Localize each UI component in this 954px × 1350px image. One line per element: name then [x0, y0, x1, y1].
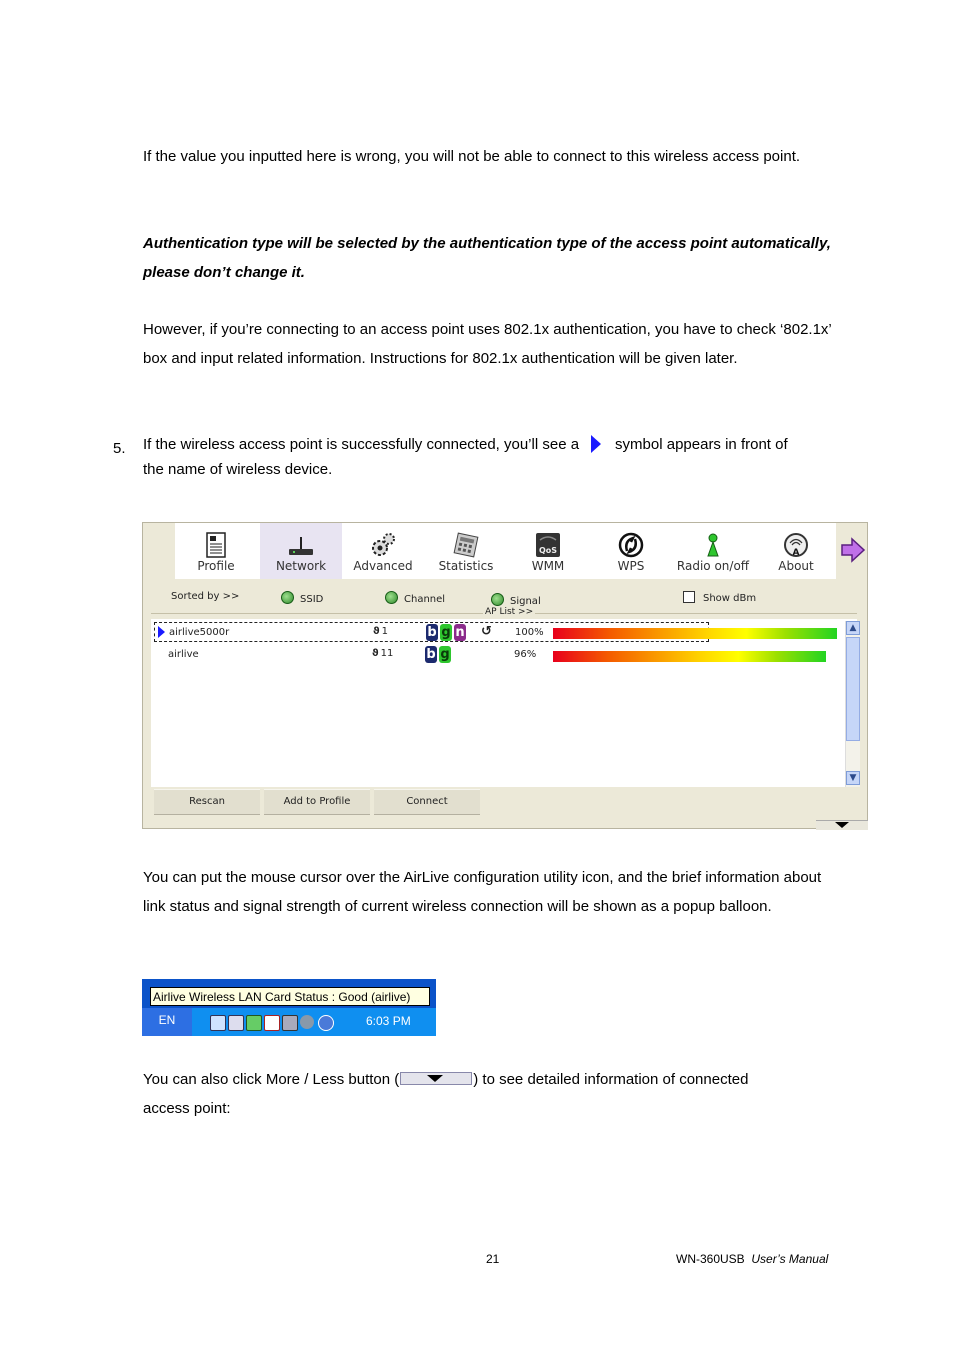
sort-ssid-option[interactable]: [281, 591, 323, 605]
ap-channel: [372, 648, 393, 659]
show-dbm-label: Show dBm: [703, 593, 757, 604]
page-number: 21: [486, 1252, 500, 1266]
ap-ssid: airlive5000r: [169, 627, 230, 638]
wps-icon: [618, 531, 644, 559]
mode-g-icon: g: [440, 647, 450, 662]
radio-dot-icon: [491, 593, 504, 606]
ap-list: [151, 619, 857, 787]
scroll-thumb[interactable]: [846, 637, 860, 741]
a-circle-icon[interactable]: [318, 1015, 334, 1031]
add-to-profile-button[interactable]: Add to Profile: [264, 789, 370, 815]
ap-signal-percent: 96%: [514, 649, 537, 660]
radio-dot-icon: [281, 591, 294, 604]
tab-statistics-label: Statistics: [438, 559, 494, 573]
more-less-button[interactable]: [816, 820, 868, 830]
tab-profile-label: Profile: [197, 559, 235, 573]
connected-triangle-icon: [158, 626, 165, 638]
sorted-by-label: Sorted by >>: [171, 591, 240, 602]
item5-text-before: If the wireless access point is successfully connected, you’ll see a: [143, 436, 580, 453]
signal-bar: [553, 628, 837, 639]
radio-icon: [700, 531, 726, 559]
antenna-icon: ϑ: [373, 626, 380, 637]
tab-about[interactable]: [755, 523, 837, 579]
sort-channel-label: Channel: [404, 594, 446, 605]
sort-channel-option[interactable]: [385, 591, 445, 605]
scroll-down-icon[interactable]: ▼: [846, 771, 860, 785]
mode-b-icon: b: [426, 647, 436, 662]
airlive-tray-icon[interactable]: [264, 1015, 280, 1031]
tab-wmm-label: WMM: [531, 559, 565, 573]
sort-signal-label: Signal: [510, 596, 541, 607]
mode-b-icon: b: [427, 625, 437, 640]
language-indicator[interactable]: EN: [142, 1008, 192, 1036]
statistics-icon: [453, 531, 479, 559]
show-dbm-checkbox[interactable]: [683, 591, 695, 603]
ap-list-scrollbar[interactable]: [845, 621, 860, 787]
svg-text:A: A: [792, 548, 800, 558]
tab-wps[interactable]: [590, 523, 672, 579]
paragraph-8021x: However, if you’re connecting to an access point uses 802.1x authentication, you have to check ‘802.1x’ box and input related information. Instructions for 802.1x authentication will be given later.: [143, 321, 832, 367]
tab-profile[interactable]: [175, 523, 257, 579]
paragraph-wrong-value: If the value you inputted here is wrong, you will not be able to connect to this wireless access point.: [143, 148, 801, 165]
clock: 6:03 PM: [366, 1014, 411, 1028]
utility-window: [142, 522, 868, 829]
footer-manual: [676, 1252, 828, 1266]
wps-small-icon: ↺: [481, 624, 492, 639]
p5-text-after: ) to see detailed information of connected: [473, 1071, 749, 1088]
advanced-icon: [370, 531, 396, 559]
network-tray-icon[interactable]: [228, 1015, 244, 1031]
footer-manual-title: User’s Manual: [751, 1252, 829, 1266]
monitor-icon[interactable]: [210, 1015, 226, 1031]
ap-channel-value: 11: [380, 648, 394, 659]
ap-channel: [373, 626, 388, 637]
tab-network-label: Network: [275, 559, 327, 573]
tab-wmm[interactable]: [507, 523, 589, 579]
about-icon: [783, 531, 809, 559]
tab-about-label: About: [778, 559, 814, 573]
list-number-5: 5.: [113, 440, 126, 457]
tab-advanced[interactable]: [342, 523, 424, 579]
tab-wps-label: WPS: [617, 559, 645, 573]
antenna-icon: ϑ: [372, 648, 379, 659]
green-tray-icon[interactable]: [246, 1015, 262, 1031]
tab-statistics[interactable]: [425, 523, 507, 579]
signal-bar: [553, 651, 826, 662]
profile-icon: [203, 531, 229, 559]
paragraph-tray-info: You can put the mouse cursor over the AirLive configuration utility icon, and the brief information about link status and signal strength of current wireless connection will be shown as a popup balloon.: [143, 869, 822, 915]
chevron-down-icon: [835, 822, 849, 828]
sort-signal-option[interactable]: [491, 593, 541, 607]
chevron-down-icon: [427, 1075, 443, 1082]
ap-channel-value: 1: [381, 626, 388, 637]
paragraph-more-less: [143, 1065, 843, 1123]
network-icon: [288, 531, 314, 559]
rescan-button[interactable]: Rescan: [154, 789, 260, 815]
sort-ssid-label: SSID: [300, 594, 324, 605]
toolbar-left-gap: [143, 523, 175, 579]
mode-n-icon: n: [455, 625, 465, 640]
item5-text-line2: the name of wireless device.: [143, 461, 333, 478]
scroll-up-icon[interactable]: ▲: [846, 621, 860, 635]
p5-text-before: You can also click More / Less button (: [143, 1071, 400, 1088]
ap-ssid: airlive: [168, 649, 199, 660]
system-tray: [192, 1008, 436, 1036]
connected-triangle-icon: [591, 435, 601, 453]
tab-radio-label: Radio on/off: [676, 559, 750, 573]
mode-g-icon: g: [441, 625, 451, 640]
item5-text-after: symbol appears in front of: [615, 436, 788, 453]
ap-signal-percent: 100%: [515, 627, 544, 638]
svg-text:QoS: QoS: [538, 546, 558, 555]
disconnected-network-icon[interactable]: [282, 1015, 298, 1031]
show-dbm-option[interactable]: [683, 591, 756, 604]
paragraph-auth-type-note: Authentication type will be selected by the authentication type of the access point automatically, please don’t change it.: [143, 235, 831, 281]
tab-advanced-label: Advanced: [353, 559, 413, 573]
paragraph-item-5: [143, 432, 843, 482]
status-tooltip: Airlive Wireless LAN Card Status : Good (airlive): [150, 987, 430, 1006]
ap-list-label: AP List >>: [485, 607, 534, 617]
connect-button[interactable]: Connect: [374, 789, 480, 815]
footer-model: WN-360USB: [676, 1252, 745, 1266]
tab-network[interactable]: [260, 523, 342, 579]
utility-toolbar: [175, 523, 836, 579]
p5-text-line2: access point:: [143, 1100, 231, 1117]
radio-dot-icon: [385, 591, 398, 604]
more-less-button-inline: [400, 1072, 472, 1085]
speaker-icon[interactable]: [300, 1015, 314, 1029]
tab-radio[interactable]: [672, 523, 754, 579]
wmm-icon: [535, 531, 561, 559]
arrow-right-icon[interactable]: [840, 537, 866, 563]
taskbar-tray: [142, 979, 436, 1036]
